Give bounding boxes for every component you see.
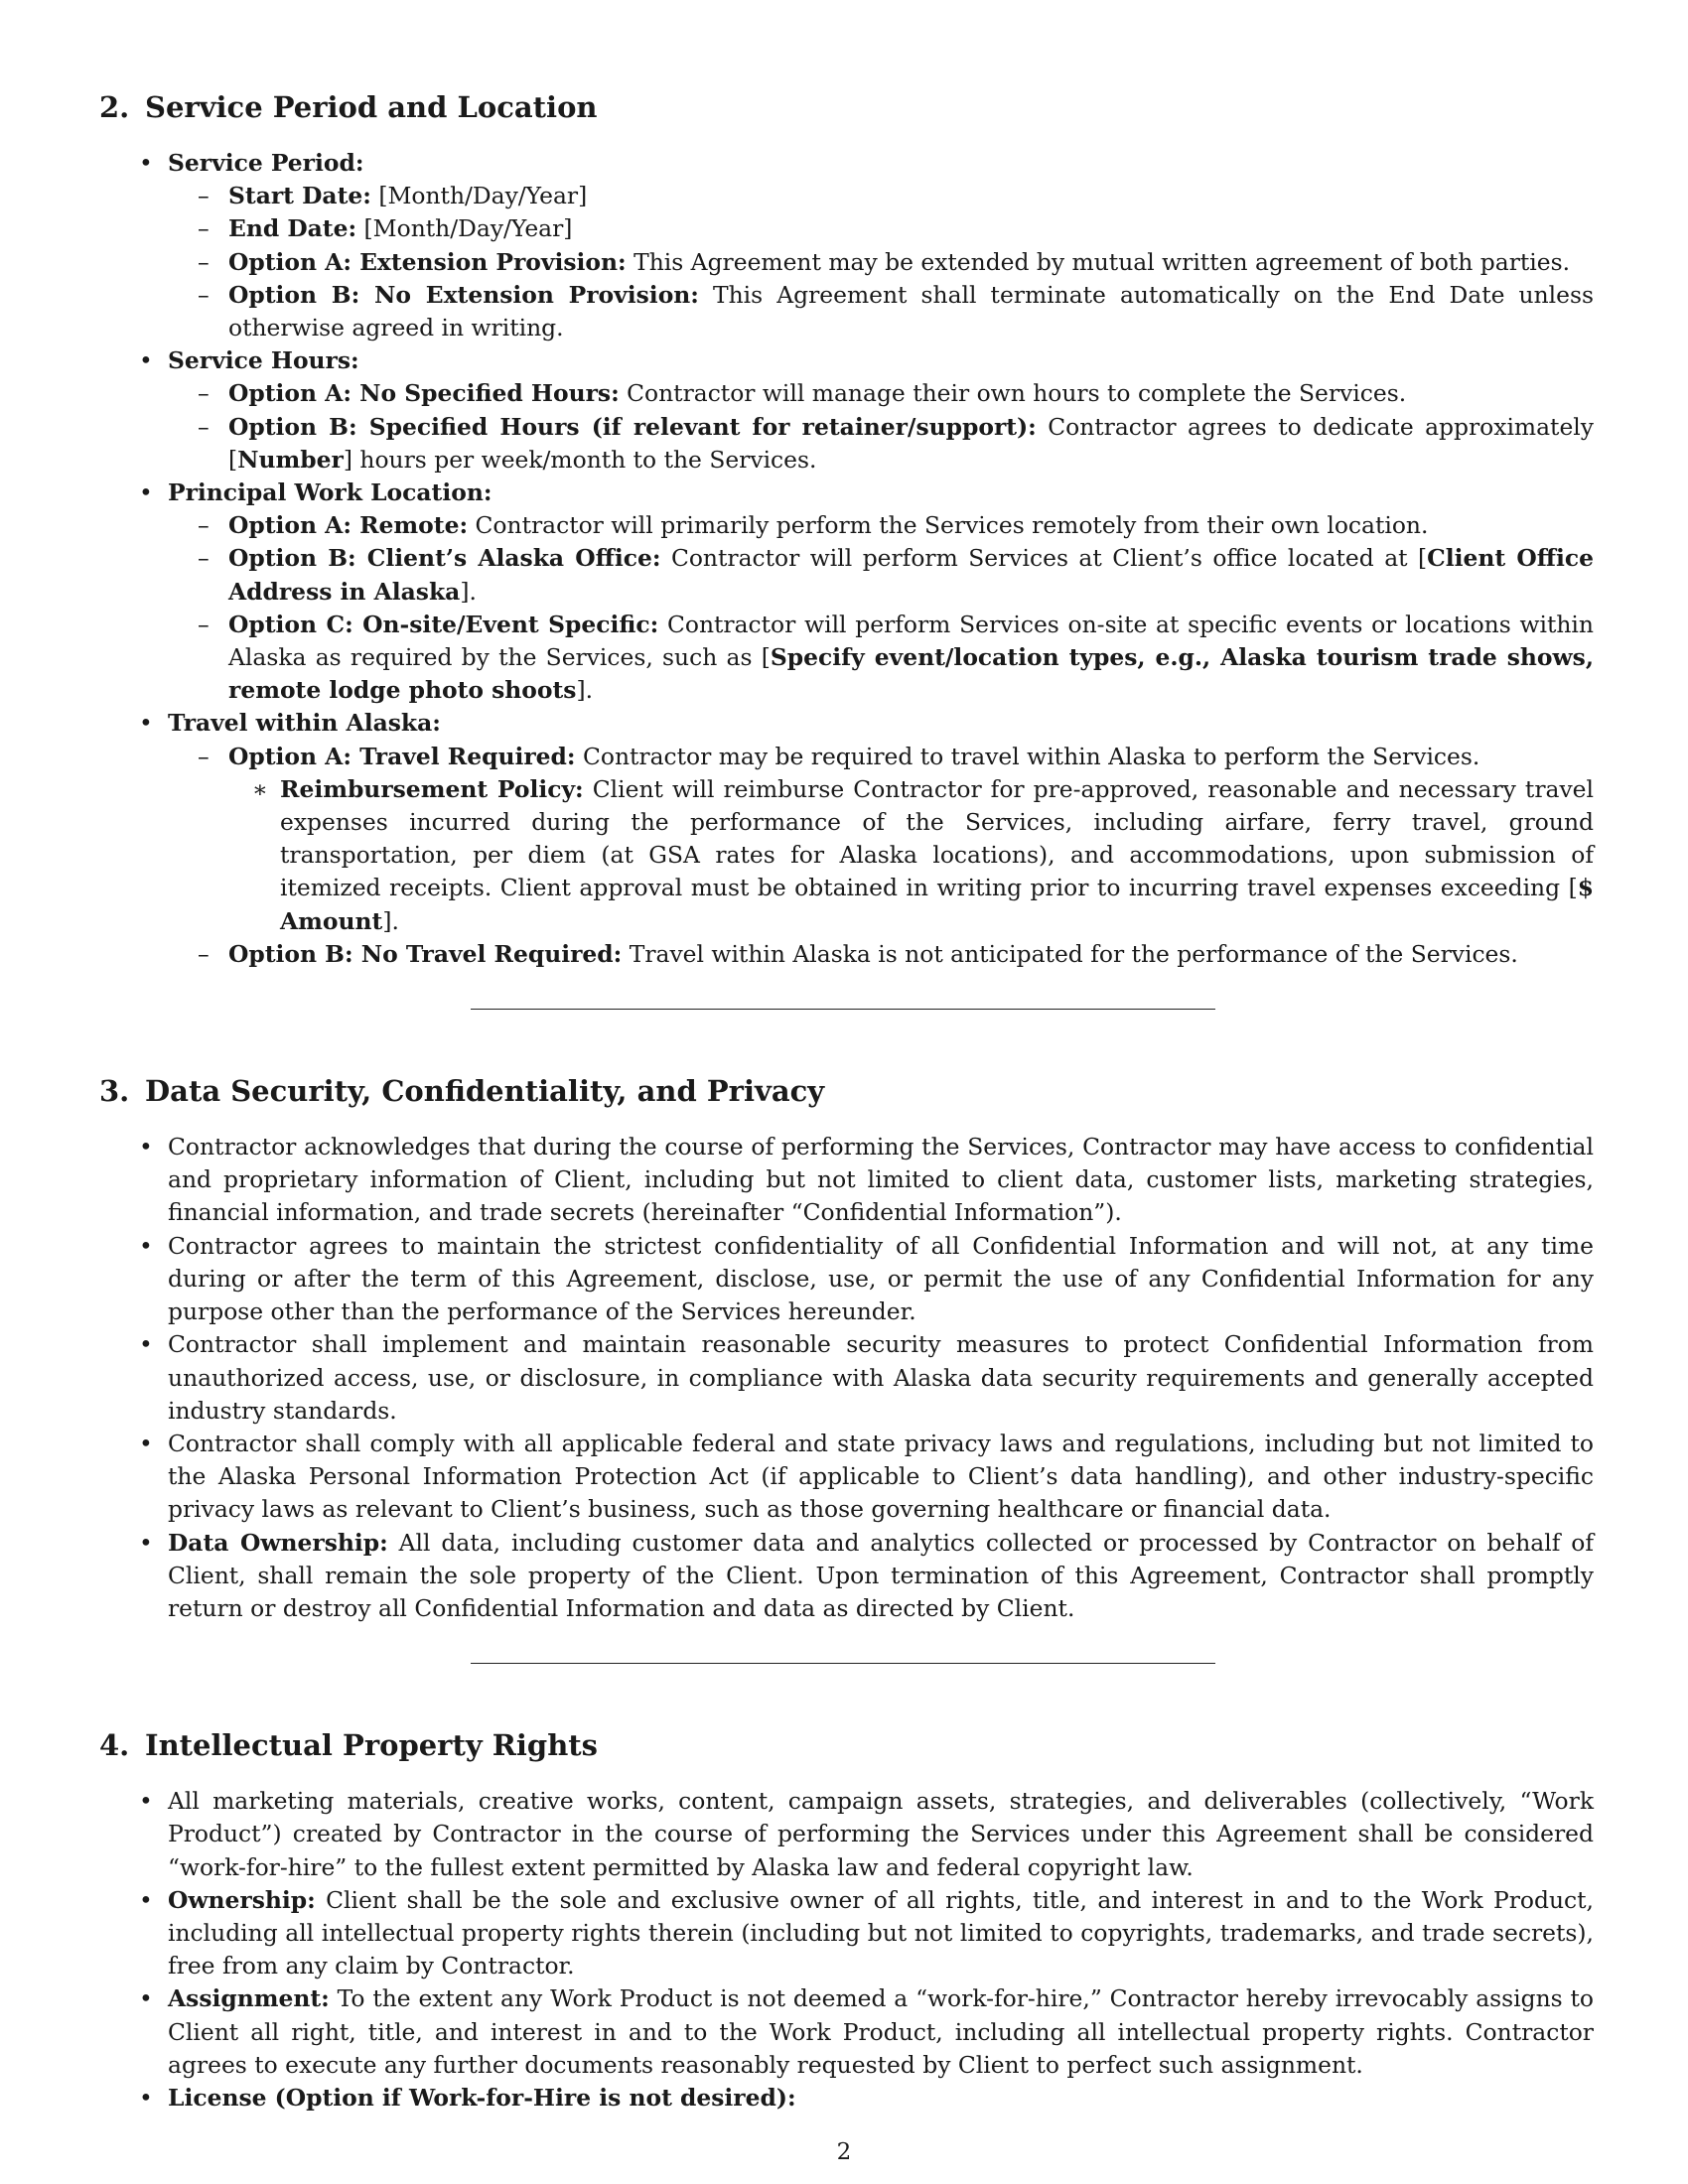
item-text: Contractor will perform Services at Client’s office located at [ bbox=[660, 544, 1428, 573]
item-label: Service Period: bbox=[168, 149, 364, 177]
document-page bbox=[99, 87, 1594, 2115]
sub-list bbox=[168, 377, 1594, 477]
section-list bbox=[99, 1785, 1594, 2115]
section-title: Service Period and Location bbox=[145, 90, 598, 124]
sub-list bbox=[168, 741, 1594, 971]
item-label: Principal Work Location: bbox=[168, 478, 492, 507]
item-text: ]. bbox=[576, 676, 594, 705]
list-item: • Contractor acknowledges that during the course of performing the Services, Contractor may have access to confidential and proprietary information of Client, including but not limited to client data, customer lists, marketing strategies, financial information, and trade secrets (hereinafter “Confidential Information”). bbox=[99, 1131, 1594, 1230]
item-text: All data, including customer data and analytics collected or processed by Contractor on behalf of Client, shall remain the sole property of the Client. Upon termination of this Agreement, Contractor shall promptly return or destroy all Confidential Information and data as directed by Client. bbox=[168, 1528, 1594, 1622]
list-item bbox=[99, 344, 1594, 477]
sub-item bbox=[168, 609, 1594, 708]
item-text: Contractor will primarily perform the Services remotely from their own location. bbox=[468, 511, 1429, 540]
item-text: ] hours per week/month to the Services. bbox=[343, 445, 817, 474]
item-text: This Agreement may be extended by mutual written agreement of both parties. bbox=[626, 247, 1571, 276]
sub-list bbox=[168, 180, 1594, 344]
item-text: This Agreement shall terminate automatically on the End Date unless otherwise agreed in writing. bbox=[228, 280, 1594, 342]
item-label: Data Ownership: bbox=[168, 1528, 388, 1557]
sub-item bbox=[168, 246, 1594, 279]
horizontal-rule bbox=[471, 1663, 1215, 1664]
list-item: • Contractor agrees to maintain the strictest confidentiality of all Confidential Information and will not, at any time during or after the term of this Agreement, disclose, use, or permit the use of any Confidential Information for any purpose other than the performance of the Services hereunder. bbox=[99, 1230, 1594, 1329]
list-item bbox=[99, 2082, 1594, 2115]
item-label: Option A: Remote: bbox=[228, 511, 469, 540]
item-label: Option B: Client’s Alaska Office: bbox=[228, 544, 661, 573]
item-label: Option B: No Extension Provision: bbox=[228, 280, 699, 309]
section-title: Data Security, Confidentiality, and Privacy bbox=[145, 1074, 825, 1109]
item-text: Contractor will manage their own hours to complete the Services. bbox=[619, 379, 1407, 408]
sub-item bbox=[168, 212, 1594, 245]
placeholder-field: Client Office Address in Alaska bbox=[228, 544, 1594, 606]
placeholder-field: Number bbox=[237, 445, 344, 474]
section-list bbox=[99, 147, 1594, 971]
list-item bbox=[99, 1884, 1594, 1983]
section-number: 2. bbox=[99, 90, 130, 124]
sub-item bbox=[168, 542, 1594, 608]
item-label: Assignment: bbox=[168, 1984, 330, 2013]
item-text: Contractor will perform Services on-site at specific events or locations within Alaska as required by the Services, such as [ bbox=[228, 610, 1594, 672]
sub-item bbox=[168, 741, 1594, 938]
item-text: Client shall be the sole and exclusive owner of all rights, title, and interest in and to the Work Product, including all intellectual property rights therein (including but not limited to copyrights, trademarks, and trade secrets), free from any claim by Contractor. bbox=[168, 1885, 1594, 1980]
sub-list bbox=[168, 509, 1594, 707]
page-number: 2 bbox=[836, 2139, 852, 2165]
section-heading bbox=[99, 1071, 1594, 1111]
item-label: Ownership: bbox=[168, 1885, 316, 1914]
item-label: Option B: No Travel Required: bbox=[228, 939, 623, 968]
item-label: License (Option if Work-for-Hire is not desired): bbox=[168, 2083, 796, 2112]
placeholder-field: Specify event/location types, e.g., Alaska tourism trade shows, remote lodge photo shoots bbox=[228, 643, 1594, 705]
item-text: To the extent any Work Product is not deemed a “work-for-hire,” Contractor hereby irrevocably assigns to Client all right, title, and interest in and to the Work Product, including all intellectual property rights. Contractor agrees to execute any further documents reasonably requested by Client to perfect such assignment. bbox=[168, 1984, 1594, 2079]
list-item bbox=[99, 1982, 1594, 2082]
item-label: Service Hours: bbox=[168, 346, 359, 375]
sub-sub-list bbox=[228, 773, 1594, 938]
sub-item bbox=[168, 279, 1594, 344]
list-item bbox=[99, 1527, 1594, 1626]
list-item bbox=[99, 147, 1594, 344]
list-item bbox=[99, 477, 1594, 707]
section-heading bbox=[99, 87, 1594, 127]
sub-item bbox=[168, 377, 1594, 410]
item-text: Travel within Alaska is not anticipated for the performance of the Services. bbox=[622, 939, 1518, 968]
section-number: 3. bbox=[99, 1074, 130, 1109]
sub-item bbox=[168, 411, 1594, 477]
item-label: Option A: Travel Required: bbox=[228, 742, 576, 770]
sub-item bbox=[168, 938, 1594, 971]
item-text: Contractor may be required to travel within Alaska to perform the Services. bbox=[575, 742, 1480, 770]
item-label: End Date: bbox=[228, 214, 357, 243]
item-label: Option A: Extension Provision: bbox=[228, 247, 627, 276]
section-heading bbox=[99, 1725, 1594, 1765]
item-text: [Month/Day/Year] bbox=[356, 214, 573, 243]
item-text: ]. bbox=[382, 906, 399, 935]
item-text: ]. bbox=[460, 577, 477, 606]
item-label: Travel within Alaska: bbox=[168, 709, 441, 738]
item-label: Option B: Specified Hours (if relevant for retainer/support): bbox=[228, 412, 1037, 441]
sub-sub-item bbox=[228, 773, 1594, 938]
section-title: Intellectual Property Rights bbox=[145, 1728, 598, 1763]
item-text: Contractor agrees to dedicate approximately [ bbox=[228, 412, 1594, 474]
item-text: [Month/Day/Year] bbox=[370, 182, 588, 210]
list-item: • Contractor shall implement and maintain reasonable security measures to protect Confidential Information from unauthorized access, use, or disclosure, in compliance with Alaska data security requirements and generally accepted industry standards. bbox=[99, 1328, 1594, 1428]
item-text: Client will reimburse Contractor for pre-approved, reasonable and necessary travel expenses incurred during the performance of the Services, including airfare, ferry travel, ground transportation, per diem (at GSA rates for Alaska locations), and accommodations, upon submission of itemized receipts. Client approval must be obtained in writing prior to incurring travel expenses exceeding [ bbox=[280, 774, 1594, 902]
item-label: Start Date: bbox=[228, 182, 371, 210]
list-item: • All marketing materials, creative works, content, campaign assets, strategies, and deliverables (collectively, “Work Product”) created by Contractor in the course of performing the Services under this Agreement shall be considered “work-for-hire” to the fullest extent permitted by Alaska law and federal copyright law. bbox=[99, 1785, 1594, 1884]
item-label: Option A: No Specified Hours: bbox=[228, 379, 620, 408]
list-item: • Contractor shall comply with all applicable federal and state privacy laws and regulations, including but not limited to the Alaska Personal Information Protection Act (if applicable to Client’s data handling), and other industry-specific privacy laws as relevant to Client’s business, such as those governing healthcare or financial data. bbox=[99, 1428, 1594, 1527]
placeholder-field: $ Amount bbox=[280, 874, 1594, 935]
list-item bbox=[99, 707, 1594, 971]
horizontal-rule bbox=[471, 1009, 1215, 1010]
section-list bbox=[99, 1131, 1594, 1625]
item-label: Option C: On-site/Event Specific: bbox=[228, 610, 659, 638]
item-label: Reimbursement Policy: bbox=[280, 774, 584, 803]
sub-item bbox=[168, 180, 1594, 212]
sub-item bbox=[168, 509, 1594, 542]
section-number: 4. bbox=[99, 1728, 130, 1763]
